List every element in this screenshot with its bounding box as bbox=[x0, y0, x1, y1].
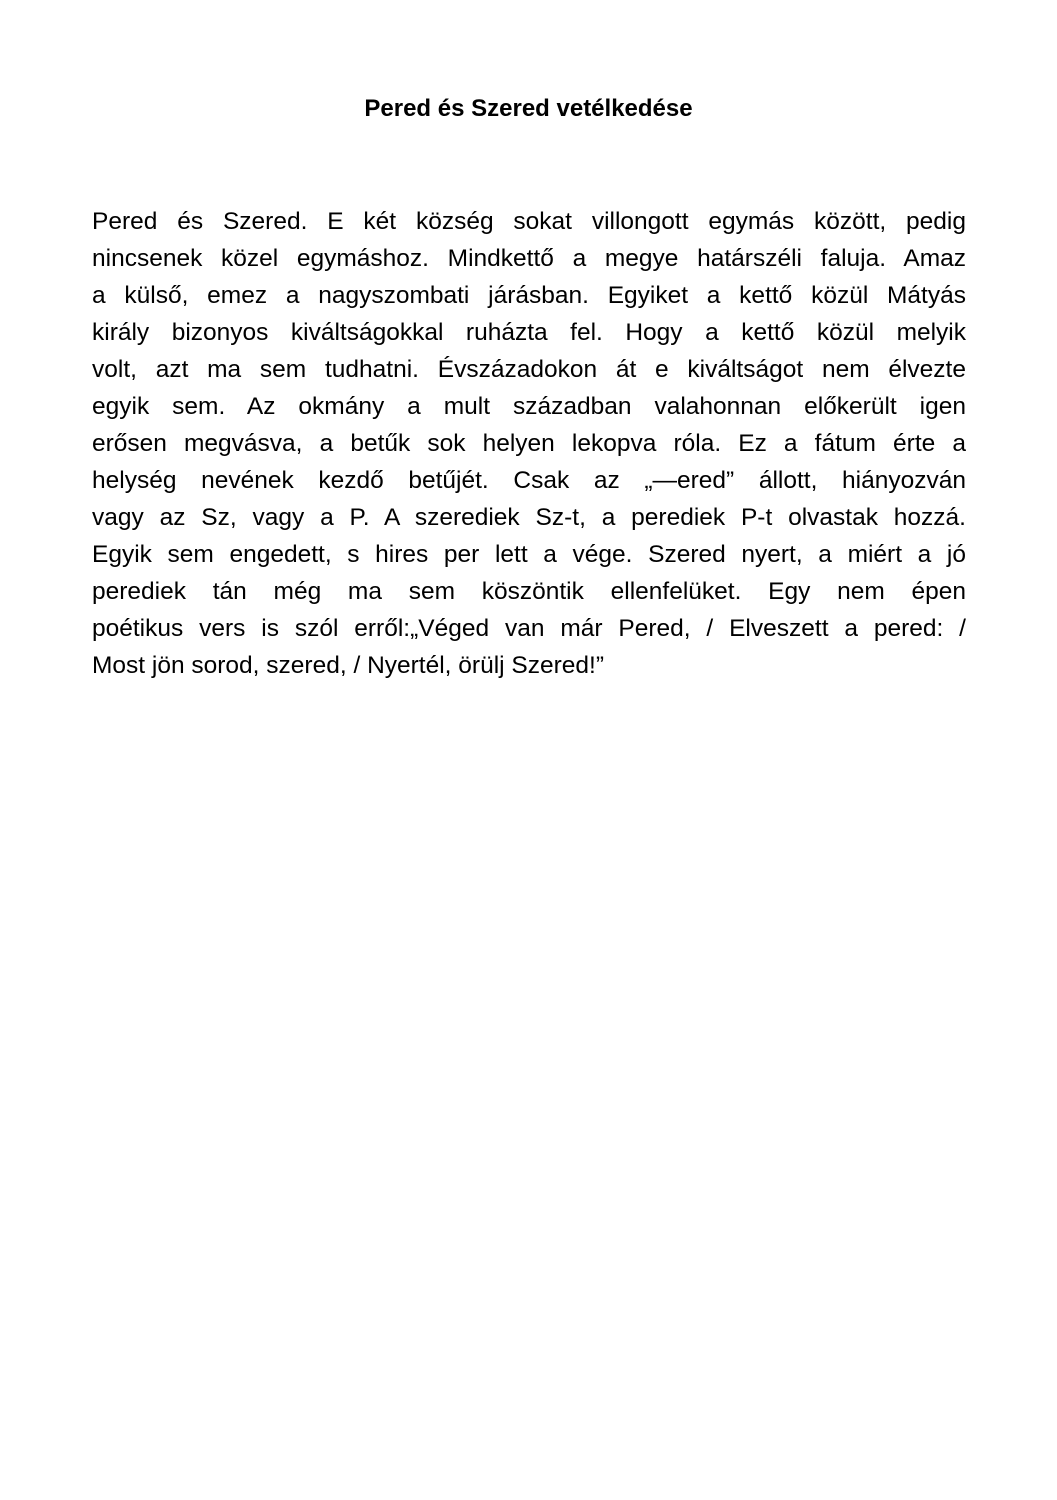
text-line: poétikus vers is szól erről:„Véged van már Pered, / Elveszett a pered: / bbox=[92, 615, 966, 642]
text-line: helység nevének kezdő betűjét. Csak az „—ered” állott, hiányozván bbox=[92, 467, 966, 494]
text-line: király bizonyos kiváltságokkal ruházta fel. Hogy a kettő közül melyik bbox=[92, 319, 966, 346]
body-paragraph bbox=[92, 203, 966, 684]
text-line: perediek tán még ma sem köszöntik ellenfelüket. Egy nem épen bbox=[92, 578, 966, 605]
text-line: vagy az Sz, vagy a P. A szerediek Sz-t, a perediek P-t olvastak hozzá. bbox=[92, 504, 966, 531]
text-line: volt, azt ma sem tudhatni. Évszázadokon át e kiváltságot nem élvezte bbox=[92, 356, 966, 383]
text-line: Pered és Szered. E két község sokat villongott egymás között, pedig bbox=[92, 208, 966, 235]
text-line: Most jön sorod, szered, / Nyertél, örülj Szered!” bbox=[92, 652, 604, 679]
text-line: a külső, emez a nagyszombati járásban. Egyiket a kettő közül Mátyás bbox=[92, 282, 966, 309]
text-line: erősen megvásva, a betűk sok helyen lekopva róla. Ez a fátum érte a bbox=[92, 430, 966, 457]
text-line: Egyik sem engedett, s hires per lett a vége. Szered nyert, a miért a jó bbox=[92, 541, 966, 568]
text-line: egyik sem. Az okmány a mult században valahonnan előkerült igen bbox=[92, 393, 966, 420]
text-line: nincsenek közel egymáshoz. Mindkettő a megye határszéli faluja. Amaz bbox=[92, 245, 966, 272]
page-title: Pered és Szered vetélkedése bbox=[364, 95, 693, 122]
